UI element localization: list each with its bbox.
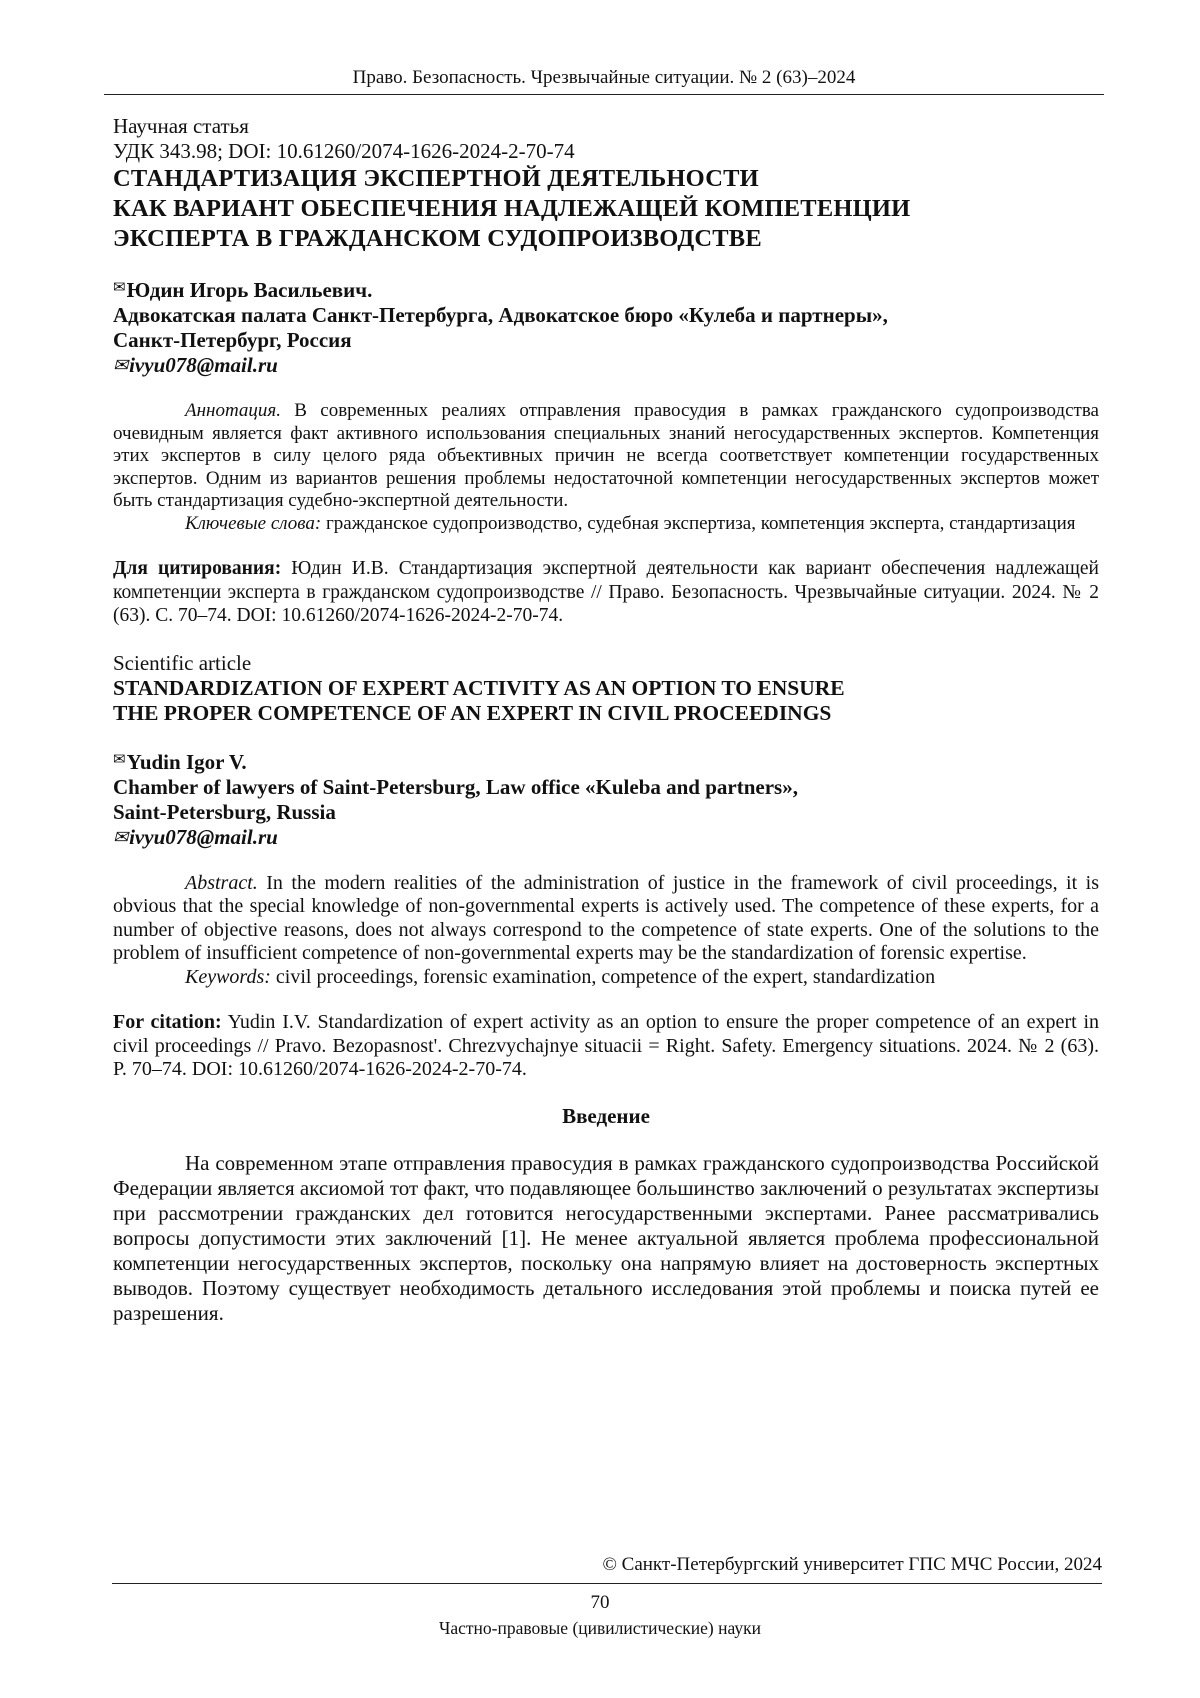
keywords-en-text: civil proceedings, forensic examination, competence of the expert, standardization — [270, 965, 936, 988]
citation-en-label: For citation: — [113, 1011, 222, 1033]
article-title-en — [113, 676, 1099, 726]
email-ru[interactable] — [113, 353, 1099, 378]
page-number: 70 — [590, 1592, 610, 1613]
udk-doi: УДК 343.98; DOI: 10.61260/2074-1626-2024-2-70-74 — [113, 139, 575, 163]
copyright: © Санкт-Петербургский университет ГПС МЧС России, 2024 — [602, 1554, 1102, 1575]
author-en — [113, 748, 1099, 775]
article-title-ru — [113, 164, 1099, 254]
abstract-ru — [113, 400, 1099, 535]
mail-icon: ✉ — [113, 751, 126, 768]
mail-icon: ✉ — [113, 355, 129, 375]
keywords-en — [113, 966, 1099, 990]
footer-section-title: Частно-правовые (цивилистические) науки — [439, 1618, 761, 1638]
keywords-en-label: Keywords: — [185, 965, 271, 988]
footer-rule — [112, 1583, 1102, 1584]
citation-ru — [113, 557, 1099, 628]
article-type-en: Scientific article — [113, 650, 252, 675]
abstract-en-paragraph — [113, 872, 1099, 966]
affiliation-ru-line: Санкт-Петербург, Россия — [113, 328, 352, 352]
title-ru-line: СТАНДАРТИЗАЦИЯ ЭКСПЕРТНОЙ ДЕЯТЕЛЬНОСТИ — [113, 165, 759, 192]
email-en-text: ivyu078@mail.ru — [129, 824, 278, 849]
citation-ru-label: Для цитирования: — [113, 558, 282, 579]
abstract-en-text: In the modern realities of the administration of justice in the framework of civil proceedings, it is obvious that the special knowledge of non-governmental experts is actively used. The competence of these experts, for a number of objective reasons, does not always correspond to the competence of state experts. One of the solutions to the problem of insufficient competence of non-governmental experts may be the standardization of forensic expertise. — [113, 871, 1099, 964]
title-en-line: STANDARDIZATION OF EXPERT ACTIVITY AS AN OPTION TO ENSURE — [113, 675, 845, 700]
abstract-en — [113, 872, 1099, 990]
author-name-en: Yudin Igor V. — [126, 749, 247, 774]
header-rule — [104, 94, 1104, 95]
mail-icon: ✉ — [113, 826, 129, 847]
title-ru-line: ЭКСПЕРТА В ГРАЖДАНСКОМ СУДОПРОИЗВОДСТВЕ — [113, 225, 762, 252]
abstract-ru-paragraph — [113, 400, 1099, 513]
intro-paragraph: На современном этапе отправления правосудия в рамках гражданского судопроизводства Российской Федерации является аксиомой тот факт, что подавляющее большинство заключений о результатах экспертизы при рассмотрении гражданских дел готовится негосударственными экспертами. Ранее рассматривались вопросы допустимости этих заключений [1]. Не менее актуальной является проблема профессиональной компетенции негосударственных экспертов, поскольку она напрямую влияет на достоверность экспертных выводов. Поэтому существует необходимость детального исследования этой проблемы и поиска путей ее разрешения. — [113, 1150, 1099, 1325]
abstract-en-label: Abstract. — [185, 871, 258, 894]
article-content — [113, 114, 1099, 1326]
affiliation-en-line: Saint-Petersburg, Russia — [113, 799, 336, 824]
title-ru-line: КАК ВАРИАНТ ОБЕСПЕЧЕНИЯ НАДЛЕЖАЩЕЙ КОМПЕТЕНЦИИ — [113, 195, 911, 222]
section-heading-introduction: Введение — [562, 1103, 650, 1128]
title-en-line: THE PROPER COMPETENCE OF AN EXPERT IN CIVIL PROCEEDINGS — [113, 700, 832, 725]
email-en[interactable] — [113, 825, 1099, 850]
citation-ru-text: Юдин И.В. Стандартизация экспертной деятельности как вариант обеспечения надлежащей компетенции эксперта в гражданском судопроизводстве // Право. Безопасность. Чрезвычайные ситуации. 2024. № 2 (63). С. 70–74. DOI: 10.61260/2074-1626-2024-2-70-74. — [113, 558, 1099, 626]
keywords-ru-label: Ключевые слова: — [185, 512, 322, 534]
keywords-ru-text: гражданское судопроизводство, судебная экспертиза, компетенция эксперта, стандартизация — [321, 512, 1076, 534]
abstract-ru-text: В современных реалиях отправления правосудия в рамках гражданского судопроизводства очевидным является факт активного использования специальных знаний негосударственных экспертов. Компетенция этих экспертов в силу целого ряда объективных причин не всегда соответствует компетенции государственных экспертов. Одним из вариантов решения проблемы недостаточной компетенции негосударственных экспертов может быть стандартизация судебно-экспертной деятельности. — [113, 400, 1099, 511]
mail-icon: ✉ — [113, 280, 126, 296]
email-ru-text: ivyu078@mail.ru — [129, 353, 278, 377]
abstract-ru-label: Аннотация. — [185, 400, 281, 421]
citation-en — [113, 1011, 1099, 1082]
article-type-ru: Научная статья — [113, 114, 249, 138]
affiliation-ru-line: Адвокатская палата Санкт-Петербурга, Адвокатское бюро «Кулеба и партнеры», — [113, 303, 888, 327]
running-head: Право. Безопасность. Чрезвычайные ситуации. № 2 (63)–2024 — [352, 67, 856, 88]
citation-en-text: Yudin I.V. Standardization of expert activity as an option to ensure the proper competence of an expert in civil proceedings // Pravo. Bezopasnost'. Chrezvychajnye situacii = Right. Safety. Emergency situations. 2024. № 2 (63). P. 70–74. DOI: 10.61260/2074-1626-2024-2-70-74. — [113, 1011, 1099, 1080]
keywords-ru — [113, 513, 1099, 536]
author-ru — [113, 276, 1099, 303]
affiliation-en-line: Chamber of lawyers of Saint-Petersburg, Law office «Kuleba and partners», — [113, 774, 798, 799]
author-name-ru: Юдин Игорь Васильевич. — [126, 278, 373, 302]
